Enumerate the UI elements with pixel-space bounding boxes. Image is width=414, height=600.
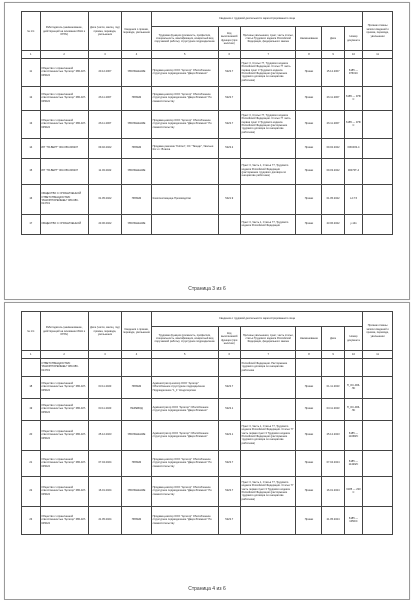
basis-date-cell: 23.06.2022 (322, 214, 344, 234)
reason-cell: Пункт 3, Часть 1, Статья 77, Трудового кодекса Российской Федерации. Статья 77 часть первая пункт 3 Трудового кодекса Российской Федерации (расторжение трудового договора по инициативе работника) (240, 420, 296, 450)
date-cell: 25.12.2023 (88, 420, 121, 450)
date-cell: 16.01.2024 (88, 476, 121, 506)
header-basis-date: Дата (322, 327, 344, 351)
code-cell: 5223.7 (218, 376, 240, 398)
date-cell: 03.11.2023 (88, 398, 121, 420)
position-cell (151, 358, 218, 376)
basis-date-cell: 26.11.2007 (322, 86, 344, 110)
basis-name-cell: Приказ (296, 110, 322, 138)
document-page-4 (4, 302, 410, 600)
employer-cell: Общество с ограниченной ответственностью "Аргегор" 080-027-045024 (40, 450, 88, 476)
code-cell: 5223.7 (218, 506, 240, 534)
basis-date-cell: 03.11.2023 (322, 398, 344, 420)
status-cell (363, 376, 393, 398)
event-cell: ПРИЕМ (122, 506, 152, 534)
reason-cell: Пункт 3, Статьи 77, Трудового кодекса Российской Федерации. Статья 77 часть первая пункт 3 Трудового кодекса Российской Федерации (расторжение трудового договора по инициативе работника) (240, 58, 296, 86)
basis-num-cell: 6185 — 230 С (344, 476, 363, 506)
basis-date-cell: 15.12.2007 (322, 58, 344, 86)
employer-cell: ОБЩЕСТВО С ОГРАНИЧЕННОЙ ОТВЕТСТВЕННОСТЬЮ "ИНКОРПОРЕЙШЕН" 080-080-014719 (40, 184, 88, 214)
event-cell: УВОЛЬНЕНИЕ (122, 476, 152, 506)
column-number: 11 (363, 351, 393, 358)
header-group: Сведения о трудовой деятельности зарегистрированного лица (151, 12, 362, 27)
column-number: 3 (88, 51, 121, 58)
status-cell (363, 358, 393, 376)
position-cell: Комплектовщица Производство (151, 184, 218, 214)
row-num: 21 (22, 450, 41, 476)
date-cell: 09.02.2022 (88, 138, 121, 158)
header-event: Сведения о приеме, переводе, увольнении (122, 312, 152, 351)
column-number: 10 (344, 51, 363, 58)
row-num: 11 (22, 58, 41, 86)
header-num: № п/п (22, 312, 41, 351)
event-cell: ПРИЕМ (122, 86, 152, 110)
status-cell (363, 450, 393, 476)
header-date: Дата (число, месяц, год) приема, перевода, увольнения (88, 312, 121, 351)
basis-name-cell: Приказ (296, 138, 322, 158)
status-cell (363, 158, 393, 184)
date-cell: 20.12.2007 (88, 58, 121, 86)
table-row (22, 450, 393, 476)
basis-num-cell: 6185 — 076/С (344, 110, 363, 138)
basis-num-cell: 00070Т-4 (344, 158, 363, 184)
reason-cell (240, 376, 296, 398)
basis-name-cell: Приказ (296, 158, 322, 184)
event-cell: УВОЛЬНЕНИЕ (122, 158, 152, 184)
basis-num-cell: 6185 — 07601С (344, 58, 363, 86)
column-number: 10 (344, 351, 363, 358)
column-number: 1 (22, 51, 41, 58)
basis-date-cell: 16.01.2024 (322, 476, 344, 506)
basis-date-cell: 25.12.2023 (322, 420, 344, 450)
code-cell: 5223.7 (218, 58, 240, 86)
table-row (22, 398, 393, 420)
position-cell: Продавец-кассир ООО "Аргегор" Обособленное структурное подразделение "Двери Ближних" По совместительству (151, 450, 218, 476)
reason-cell: Пункт 3, Часть 1, Статья 77, Трудового кодекса Российской Федерации. Статья 77 часть первая пункт 3 Трудового кодекса Российской Федерации (расторжение трудового договора по инициативе работника) (240, 476, 296, 506)
row-num: 22 (22, 476, 41, 506)
code-cell (218, 158, 240, 184)
basis-name-cell: Приказ (296, 58, 322, 86)
row-num: 14 (22, 138, 41, 158)
reason-cell (240, 450, 296, 476)
basis-date-cell (322, 358, 344, 376)
event-cell (122, 358, 152, 376)
reason-cell: Пункт 3, Статьи 77, Трудового кодекса Российской Федерации. Статья 77 часть первая пункт 3 Трудового кодекса Российской Федерации (расторжение трудового договора по инициативе работника) (240, 110, 296, 138)
status-cell (363, 138, 393, 158)
basis-num-cell (344, 358, 363, 376)
header-position: Трудовая функция (должность, профессия, специальность, квалификация, конкретный вид поручаемой работы), структурное подразделение (151, 27, 218, 51)
column-number: 4 (122, 351, 152, 358)
basis-name-cell (296, 358, 322, 376)
table-row (22, 376, 393, 398)
event-cell: ПРИЕМ (122, 450, 152, 476)
employer-cell: ИП "ГЯ-ВЕРТ" 003-059-636207 (40, 138, 88, 158)
code-cell: 5223.7 (218, 450, 240, 476)
position-cell: Администратор-кассир ООО "Аргегор" Обособленное структурное подразделение Подразделение "1_1" Кондитерская (151, 376, 218, 398)
position-cell: Администратор ООО "Аргегор" Обособленное структурное подразделение "Двери Ближних" (151, 420, 218, 450)
event-cell: УВОЛЬНЕНИЕ (122, 420, 152, 450)
code-cell: 5223.7 (218, 476, 240, 506)
header-status: Признак отмены записи сведений о приеме, переводе, увольнении (363, 312, 393, 351)
basis-num-cell: п-17.5 (344, 184, 363, 214)
column-number: 2 (40, 51, 88, 58)
column-number: 7 (240, 351, 296, 358)
employer-cell: Общество с ограниченной ответственностью "Аргегор" 080-027-045024 (40, 110, 88, 138)
basis-date-cell: 21.05.2024 (322, 506, 344, 534)
basis-num-cell: 6185 — 11429/С (344, 450, 363, 476)
table-row (22, 184, 393, 214)
basis-date-cell: 26.11.2007 (322, 110, 344, 138)
status-cell (363, 420, 393, 450)
basis-date-cell: 09.03.2022 (322, 158, 344, 184)
position-cell: Продавец-кассир ООО "Аргегор" Обособленное структурное подразделение "Двери Ближних" По совместительству (151, 110, 218, 138)
table-row (22, 158, 393, 184)
event-cell: УВОЛЬНЕНИЕ (122, 214, 152, 234)
column-number: 5 (151, 351, 218, 358)
employer-cell: Общество с ограниченной ответственностью "Аргегор" 080-027-045024 (40, 420, 88, 450)
column-number: 1 (22, 351, 41, 358)
basis-num-cell: 6185 — 11068/С (344, 420, 363, 450)
table-row (22, 58, 393, 86)
column-number: 5 (151, 51, 218, 58)
header-basis-num: Номер документа (344, 327, 363, 351)
employment-records-table (21, 11, 393, 235)
table-row (22, 110, 393, 138)
position-cell: Администратор ООО "Аргегор" Обособленное структурное подразделение "Двери Ближних" (151, 398, 218, 420)
reason-cell (240, 398, 296, 420)
status-cell (363, 506, 393, 534)
employment-records-table (21, 311, 393, 535)
employer-cell: ОБЩЕСТВО С ОГРАНИЧЕННОЙ (40, 214, 88, 234)
column-number: 6 (218, 51, 240, 58)
position-cell (151, 158, 218, 184)
code-cell: 5223.2 (218, 138, 240, 158)
row-num: 19 (22, 398, 41, 420)
header-date: Дата (число, месяц, год) приема, перевода, увольнения (88, 12, 121, 51)
header-num: № п/п (22, 12, 41, 51)
column-number: 6 (218, 351, 240, 358)
row-num: 17 (22, 214, 41, 234)
status-cell (363, 184, 393, 214)
reason-cell (240, 138, 296, 158)
position-cell: Продавец-кассир ООО "Аргегор" Обособленное структурное подразделение "Двери Ближних" (151, 58, 218, 86)
reason-cell (240, 506, 296, 534)
event-cell: ПРИЕМ (122, 138, 152, 158)
column-number: 9 (322, 351, 344, 358)
reason-cell: Пункт 3, Часть 1, Статья 77, Трудового кодекса Российской Федерации (расторжение трудового договора по инициативе работника) (240, 158, 296, 184)
basis-name-cell: Приказ (296, 420, 322, 450)
basis-date-cell: 09.02.2022 (322, 138, 344, 158)
basis-date-cell: 01.11.2023 (322, 376, 344, 398)
table-row (22, 476, 393, 506)
basis-num-cell: П_ОС-006-ЛС (344, 376, 363, 398)
status-cell (363, 214, 393, 234)
basis-num-cell: у-141 (344, 214, 363, 234)
basis-name-cell: Приказ (296, 398, 322, 420)
reason-cell: Пункт 3, Часть 1, Статья 77, Трудового кодекса Российской Федерации (240, 214, 296, 234)
table-row (22, 506, 393, 534)
header-reason: Причины увольнения, пункт, часть статьи, статья Трудового кодекса Российской Федерации, федерального закона (240, 27, 296, 51)
event-cell: УВОЛЬНЕНИЕ (122, 110, 152, 138)
date-cell: 26.11.2007 (88, 110, 121, 138)
status-cell (363, 58, 393, 86)
header-status: Признак отмены записи сведений о приеме, переводе, увольнении (363, 12, 393, 51)
basis-num-cell: 6185 — 076/С (344, 86, 363, 110)
header-employer: Работодатель (наименование, действующий на основании ИНН и ОГРН) (40, 312, 88, 351)
date-cell: 11.03.2022 (88, 158, 121, 184)
header-code: Код выполняемой функции (при наличии) (218, 27, 240, 51)
code-cell (218, 358, 240, 376)
status-cell (363, 476, 393, 506)
basis-name-cell: Приказ (296, 476, 322, 506)
header-basis-name: Наименование (296, 327, 322, 351)
reason-cell (240, 86, 296, 110)
date-cell: 03.11.2023 (88, 376, 121, 398)
date-cell: 23.06.2022 (88, 214, 121, 234)
position-cell: Продавец-кассир ООО "Аргегор" Обособленное структурное подразделение "Двери Ближних" По совместительству (151, 476, 218, 506)
employer-cell: Общество с ограниченной ответственностью "Аргегор" 080-027-045024 (40, 58, 88, 86)
column-number: 9 (322, 51, 344, 58)
header-employer: Работодатель (наименование, действующий на основании ИНН и ОГРН) (40, 12, 88, 51)
basis-num-cell: П_ОС-006-ЛС (344, 398, 363, 420)
row-num: 12 (22, 86, 41, 110)
basis-date-cell: 01.05.2022 (322, 184, 344, 214)
table-row (22, 138, 393, 158)
reason-cell (240, 184, 296, 214)
employer-cell: Общество с ограниченной ответственностью "Аргегор" 080-027-045024 (40, 86, 88, 110)
row-num: 23 (22, 506, 41, 534)
event-cell: ПРИЕМ (122, 184, 152, 214)
basis-name-cell: Приказ (296, 450, 322, 476)
column-number: 7 (240, 51, 296, 58)
date-cell: 01.05.2022 (88, 184, 121, 214)
row-num: 20 (22, 420, 41, 450)
header-basis-num: Номер документа (344, 27, 363, 51)
column-number-row (22, 351, 393, 358)
header-basis-name: Наименование (296, 27, 322, 51)
employer-cell: ОТВЕТСТВЕННОСТЬЮ "ИНКОРПОРЕЙШЕН" 080-080-014719 (40, 358, 88, 376)
table-row (22, 420, 393, 450)
basis-date-cell: 07.04.2024 (322, 450, 344, 476)
code-cell: 5421.9 (218, 184, 240, 214)
header-group: Сведения о трудовой деятельности зарегистрированного лица (151, 312, 362, 327)
employer-cell: Общество с ограниченной ответственностью "Аргегор" 080-027-045024 (40, 476, 88, 506)
event-cell: ПЕРЕВОД (122, 398, 152, 420)
basis-name-cell: Приказ (296, 506, 322, 534)
code-cell: 5223.7 (218, 110, 240, 138)
column-number: 11 (363, 51, 393, 58)
event-cell: ПРИЕМ (122, 376, 152, 398)
basis-name-cell: Приказ (296, 184, 322, 214)
code-cell (218, 214, 240, 234)
column-number: 2 (40, 351, 88, 358)
status-cell (363, 86, 393, 110)
position-cell (151, 214, 218, 234)
status-cell (363, 110, 393, 138)
row-num: 18 (22, 376, 41, 398)
table-row (22, 214, 393, 234)
row-num: 16 (22, 184, 41, 214)
reason-cell: Российской Федерации. Расторжение трудового договора по инициативе работника (240, 358, 296, 376)
row-num: 15 (22, 158, 41, 184)
employer-cell: Общество с ограниченной ответственностью "Аргегор" 080-027-045024 (40, 506, 88, 534)
code-cell: 5223.1 (218, 398, 240, 420)
table-row (22, 358, 393, 376)
header-position: Трудовая функция (должность, профессия, специальность, квалификация, конкретный вид поручаемой работы), структурное подразделение (151, 327, 218, 351)
row-num: 13 (22, 110, 41, 138)
header-code: Код выполняемой функции (при наличии) (218, 327, 240, 351)
date-cell (88, 358, 121, 376)
header-reason: Причины увольнения, пункт, часть статьи, статья Трудового кодекса Российской Федерации, федерального закона (240, 327, 296, 351)
employer-cell: ИП "ГЯ-ВЕРТ" 003-059-636207 (40, 158, 88, 184)
row-num (22, 358, 41, 376)
basis-name-cell: Приказ (296, 86, 322, 110)
column-number: 3 (88, 351, 121, 358)
position-cell: Продавец-кассир ООО "Аргегор" Обособленное структурное подразделение "Двери Ближних" По совместительству (151, 506, 218, 534)
employer-cell: Общество с ограниченной ответственностью "Аргегор" 080-027-045024 (40, 398, 88, 420)
basis-name-cell: Приказ (296, 214, 322, 234)
column-number-row (22, 51, 393, 58)
column-number: 4 (122, 51, 152, 58)
basis-num-cell: 6185 — 1050/С (344, 506, 363, 534)
column-number: 8 (296, 51, 322, 58)
page-footer: Страница 4 из 6 (188, 586, 226, 592)
date-cell: 26.11.2007 (88, 86, 121, 110)
position-cell: Продавец-кассир ООО "Аргегор" Обособленное структурное подразделение "Двери Ближних" По совместительству (151, 86, 218, 110)
header-basis-date: Дата (322, 27, 344, 51)
status-cell (363, 398, 393, 420)
date-cell: 21.05.2024 (88, 506, 121, 534)
header-event: Сведения о приеме, переводе, увольнении (122, 12, 152, 51)
basis-name-cell: Приказ (296, 376, 322, 398)
document-page-3 (4, 2, 410, 300)
page-footer: Страница 3 из 6 (188, 286, 226, 292)
date-cell: 07.04.2024 (88, 450, 121, 476)
column-number: 8 (296, 351, 322, 358)
employer-cell: Общество с ограниченной ответственностью "Аргегор" 080-027-045024 (40, 376, 88, 398)
basis-num-cell: 006г003-4 (344, 138, 363, 158)
code-cell: 5223.7 (218, 86, 240, 110)
event-cell: УВОЛЬНЕНИЕ (122, 58, 152, 86)
code-cell: 5223.1 (218, 420, 240, 450)
position-cell: Продавец магазин "Kolinet", ОС "Твоцар", Увольня Кэт и г. Власка (151, 138, 218, 158)
table-row (22, 86, 393, 110)
